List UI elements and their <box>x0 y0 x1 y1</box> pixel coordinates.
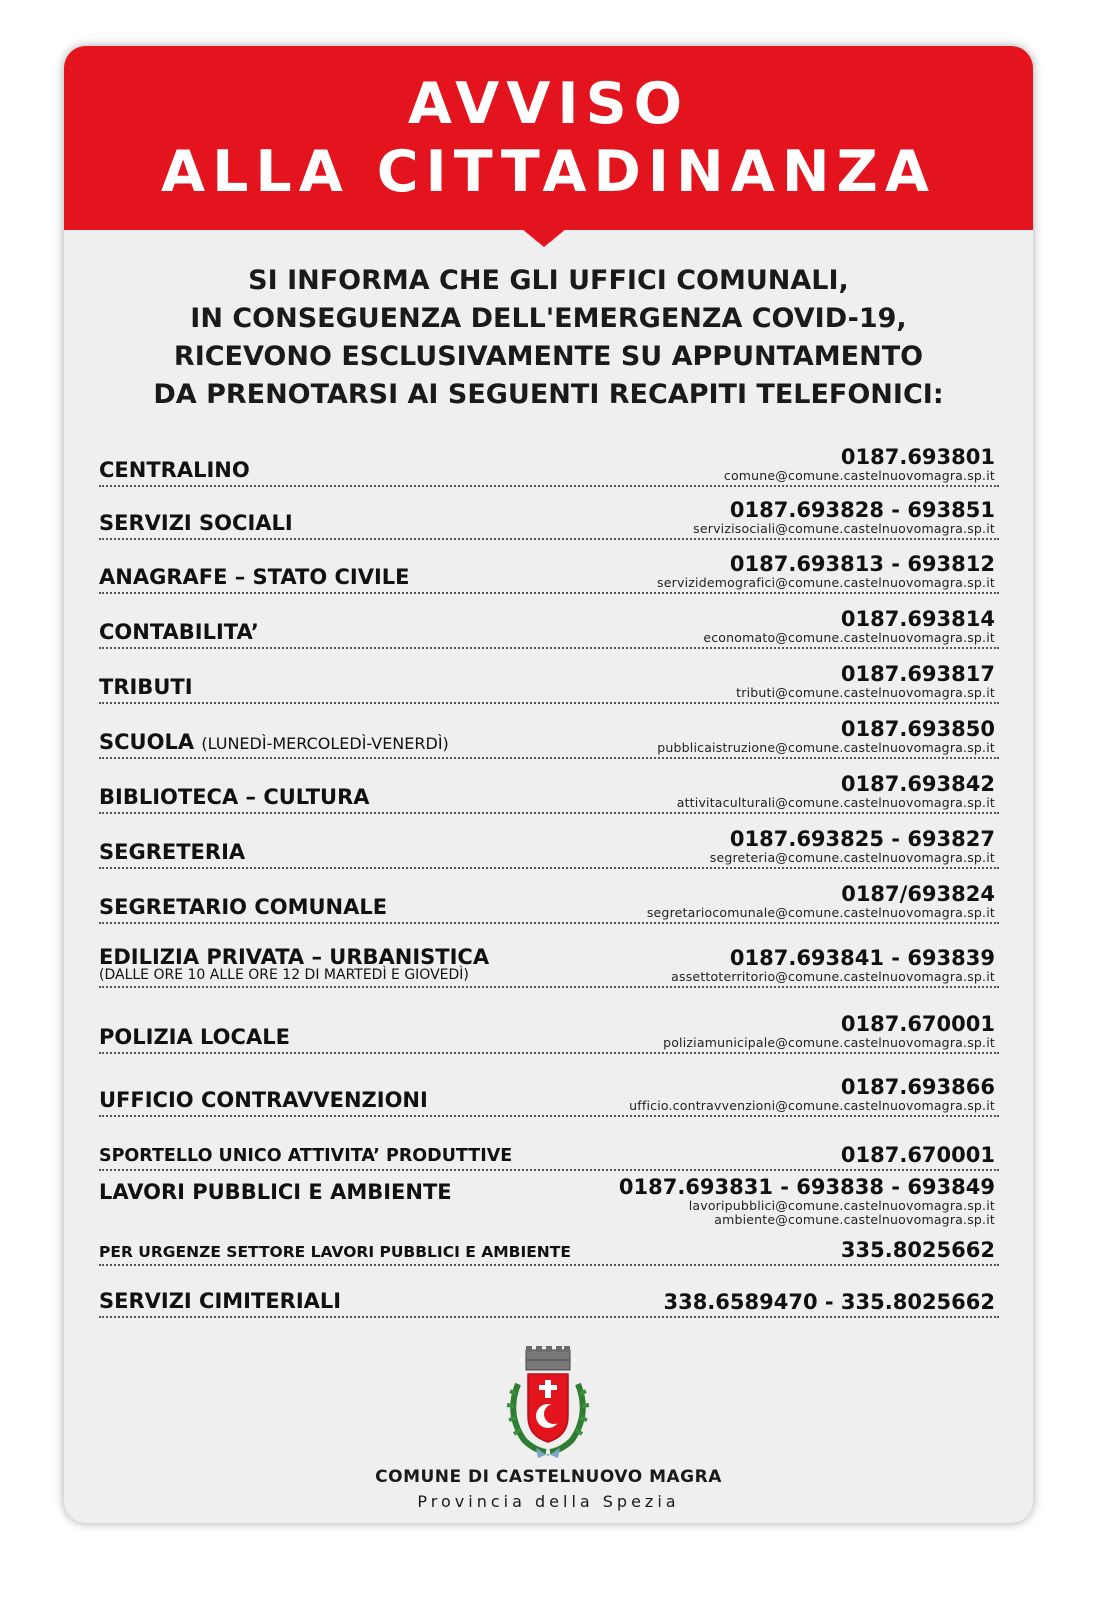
office-email: economato@comune.castelnuovomagra.sp.it <box>703 630 995 645</box>
office-label <box>99 946 489 983</box>
office-row <box>99 601 999 649</box>
office-phone: 338.6589470 - 335.8025662 <box>663 1290 995 1314</box>
office-phone: 0187.693841 - 693839 <box>729 946 995 970</box>
office-row <box>99 930 999 988</box>
office-email: tributi@comune.castelnuovomagra.sp.it <box>736 685 995 700</box>
office-contacts <box>671 946 995 984</box>
office-phone: 0187.693866 <box>840 1075 995 1099</box>
office-email: servizidemografici@comune.castelnuovomagra.sp.it <box>657 575 995 590</box>
office-contacts <box>663 1290 995 1314</box>
office-phone: 0187.693813 - 693812 <box>729 552 995 576</box>
office-phone: 0187.693801 <box>840 445 995 469</box>
office-row <box>99 821 999 869</box>
office-contacts <box>629 1075 995 1113</box>
office-contacts <box>619 1175 995 1227</box>
office-row <box>99 1065 999 1117</box>
office-contacts <box>736 662 995 700</box>
office-phone: 0187.693842 <box>840 772 995 796</box>
municipality-name: COMUNE DI CASTELNUOVO MAGRA <box>375 1467 722 1487</box>
coat-of-arms-icon <box>498 1344 598 1462</box>
office-row <box>99 490 999 540</box>
office-row <box>99 1125 999 1171</box>
office-phone: 0187.693825 - 693827 <box>729 827 995 851</box>
header-banner <box>64 46 1033 230</box>
intro-line3-pre: RICEVONO <box>173 341 342 372</box>
office-email: comune@comune.castelnuovomagra.sp.it <box>723 468 995 483</box>
office-email: poliziamunicipale@comune.castelnuovomagra.sp.it <box>663 1035 995 1050</box>
intro-line3-post: SU APPUNTAMENTO <box>611 341 924 372</box>
office-phone: 0187.670001 <box>840 1012 995 1036</box>
office-contacts <box>724 445 995 483</box>
office-phone: 335.8025662 <box>840 1238 995 1262</box>
office-contacts <box>841 1238 995 1262</box>
office-phone: 0187.693828 - 693851 <box>729 498 995 522</box>
office-row <box>99 711 999 759</box>
office-label-note: (LUNEDÌ-MERCOLEDÌ-VENERDÌ) <box>201 734 449 753</box>
province-name: Provincia della Spezia <box>417 1492 680 1511</box>
office-row <box>99 656 999 704</box>
office-contacts <box>703 607 995 645</box>
office-label: CENTRALINO <box>99 458 250 482</box>
office-email: assettoterritorio@comune.castelnuovomagra.sp.it <box>671 969 995 984</box>
office-email: segretariocomunale@comune.castelnuovomagra.sp.it <box>646 905 995 920</box>
office-label-main: SCUOLA <box>99 730 195 754</box>
office-email: ufficio.contravvenzioni@comune.castelnuovomagra.sp.it <box>629 1098 995 1113</box>
office-contacts <box>647 882 995 920</box>
office-email: lavoripubblici@comune.castelnuovomagra.sp.it <box>688 1198 995 1213</box>
office-label: ANAGRAFE – STATO CIVILE <box>99 565 410 589</box>
office-label: UFFICIO CONTRAVVENZIONI <box>99 1088 428 1112</box>
office-email: ambiente@comune.castelnuovomagra.sp.it <box>714 1212 995 1227</box>
office-phone: 0187.693850 <box>840 717 995 741</box>
office-phone: 0187.670001 <box>840 1143 995 1167</box>
office-label-main: EDILIZIA PRIVATA – URBANISTICA <box>99 945 490 969</box>
office-label: CONTABILITA’ <box>99 620 259 644</box>
intro-line4: DA PRENOTARSI AI SEGUENTI RECAPITI TELEFONICI: <box>153 379 944 410</box>
office-label: SERVIZI CIMITERIALI <box>99 1289 342 1313</box>
office-label-hours: (DALLE ORE 10 ALLE ORE 12 DI MARTEDÌ E GIOVEDÌ) <box>99 967 469 983</box>
office-row <box>99 1230 999 1266</box>
office-email: pubblicaistruzione@comune.castelnuovomagra.sp.it <box>657 740 995 755</box>
office-row <box>99 546 999 594</box>
intro-line1: SI INFORMA CHE GLI UFFICI COMUNALI, <box>248 265 849 296</box>
office-phone: 0187.693817 <box>840 662 995 686</box>
intro-line3 <box>64 338 1033 376</box>
office-row <box>99 440 999 487</box>
office-email: attivitaculturali@comune.castelnuovomagra.sp.it <box>676 795 995 810</box>
banner-title-line1: AVVISO <box>407 71 690 137</box>
intro-line2: IN CONSEGUENZA DELL'EMERGENZA COVID-19, <box>190 303 907 334</box>
office-row <box>99 1000 999 1054</box>
notice-card <box>64 46 1033 1523</box>
office-label: SERVIZI SOCIALI <box>99 511 293 535</box>
office-label: POLIZIA LOCALE <box>99 1025 290 1049</box>
office-phone: 0187/693824 <box>841 882 995 906</box>
office-row <box>99 1177 999 1229</box>
office-label: SEGRETERIA <box>99 840 246 864</box>
office-row <box>99 876 999 924</box>
office-label <box>99 730 449 754</box>
office-label: SPORTELLO UNICO ATTIVITA’ PRODUTTIVE <box>99 1146 513 1166</box>
office-label: PER URGENZE SETTORE LAVORI PUBBLICI E AMBIENTE <box>99 1243 571 1261</box>
office-contacts <box>693 498 995 536</box>
office-row <box>99 1274 999 1318</box>
office-contacts <box>663 1012 995 1050</box>
office-contacts <box>657 552 995 590</box>
intro-emphasis: ESCLUSIVAMENTE <box>341 341 612 372</box>
office-label: BIBLIOTECA – CULTURA <box>99 785 370 809</box>
office-label: TRIBUTI <box>99 675 193 699</box>
office-contacts <box>657 717 995 755</box>
office-contacts <box>710 827 995 865</box>
banner-title-line2: ALLA CITTADINANZA <box>160 139 936 205</box>
office-email: servizisociali@comune.castelnuovomagra.sp.it <box>693 521 995 536</box>
office-label: LAVORI PUBBLICI E AMBIENTE <box>99 1180 452 1204</box>
office-email: segreteria@comune.castelnuovomagra.sp.it <box>709 850 995 865</box>
banner-pointer <box>522 229 566 247</box>
office-contacts <box>841 1143 995 1167</box>
office-phone: 0187.693814 <box>840 607 995 631</box>
office-phone: 0187.693831 - 693838 - 693849 <box>618 1175 995 1199</box>
office-row <box>99 766 999 814</box>
office-label: SEGRETARIO COMUNALE <box>99 895 388 919</box>
intro-text <box>64 262 1033 414</box>
office-contacts <box>677 772 995 810</box>
